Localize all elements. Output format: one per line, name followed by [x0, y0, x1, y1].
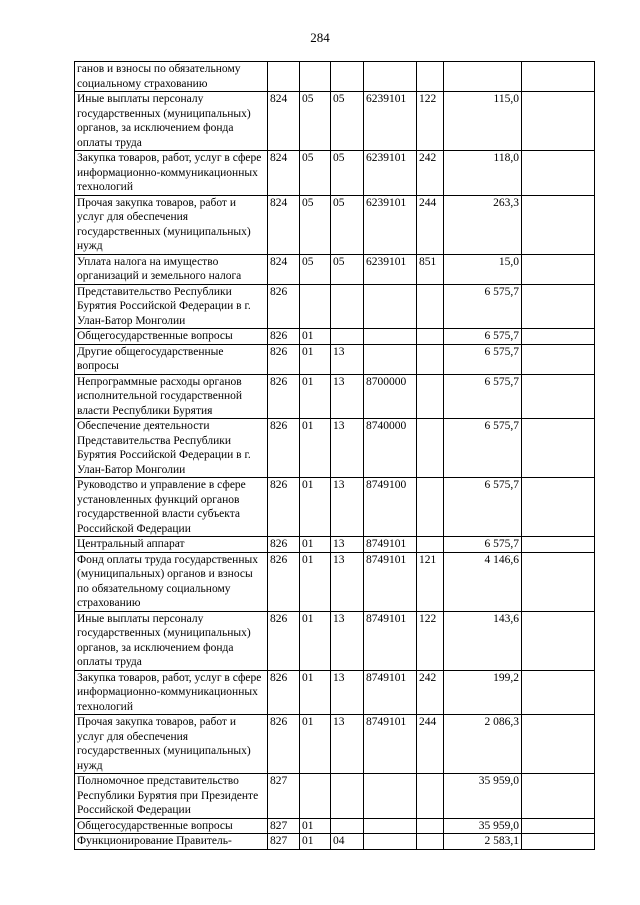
vr-code: 242: [417, 670, 444, 715]
rz-code: 01: [300, 344, 331, 374]
table-row: [75, 478, 595, 537]
amount: 6 575,7: [444, 329, 522, 345]
item-name: Общегосударственные вопросы: [75, 818, 268, 834]
table-row: [75, 834, 595, 850]
empty-cell: [522, 552, 595, 611]
amount: 6 575,7: [444, 478, 522, 537]
cs-code: [364, 834, 417, 850]
gr-code: 826: [268, 552, 300, 611]
item-name: Руководство и управление в сфере установленных функций органов государственной власти субъекта Российской Федерации: [75, 478, 268, 537]
vr-code: [417, 818, 444, 834]
cs-code: 8700000: [364, 374, 417, 419]
table-row: [75, 329, 595, 345]
budget-table: [74, 61, 595, 850]
table-row: [75, 670, 595, 715]
gr-code: 826: [268, 715, 300, 774]
table-row: [75, 92, 595, 151]
rz-code: 01: [300, 611, 331, 670]
rz-code: 05: [300, 254, 331, 284]
gr-code: 824: [268, 195, 300, 254]
empty-cell: [522, 284, 595, 329]
amount: 263,3: [444, 195, 522, 254]
pr-code: [331, 774, 364, 819]
vr-code: [417, 62, 444, 92]
table-row: [75, 195, 595, 254]
pr-code: [331, 329, 364, 345]
empty-cell: [522, 92, 595, 151]
rz-code: 01: [300, 715, 331, 774]
cs-code: 8749101: [364, 537, 417, 553]
pr-code: 13: [331, 374, 364, 419]
vr-code: [417, 329, 444, 345]
pr-code: 13: [331, 552, 364, 611]
vr-code: [417, 478, 444, 537]
gr-code: 826: [268, 374, 300, 419]
amount: 6 575,7: [444, 537, 522, 553]
rz-code: 01: [300, 670, 331, 715]
pr-code: 13: [331, 537, 364, 553]
pr-code: 05: [331, 195, 364, 254]
table-row: [75, 151, 595, 196]
pr-code: 13: [331, 419, 364, 478]
amount: 6 575,7: [444, 344, 522, 374]
empty-cell: [522, 374, 595, 419]
item-name: ганов и взносы по обязательному социальному страхованию: [75, 62, 268, 92]
gr-code: 824: [268, 254, 300, 284]
pr-code: 04: [331, 834, 364, 850]
amount: 115,0: [444, 92, 522, 151]
vr-code: 851: [417, 254, 444, 284]
item-name: Закупка товаров, работ, услуг в сфере информационно-коммуникационных технологий: [75, 670, 268, 715]
item-name: Представительство Республики Бурятия Российской Федерации в г. Улан-Батор Монголии: [75, 284, 268, 329]
amount: 6 575,7: [444, 284, 522, 329]
cs-code: [364, 818, 417, 834]
table-row: [75, 552, 595, 611]
item-name: Полномочное представительство Республики Бурятия при Президенте Российской Федерации: [75, 774, 268, 819]
table-row: [75, 818, 595, 834]
rz-code: 05: [300, 151, 331, 196]
empty-cell: [522, 611, 595, 670]
empty-cell: [522, 478, 595, 537]
cs-code: [364, 329, 417, 345]
item-name: Непрограммные расходы органов исполнительной государственной власти Республики Бурятия: [75, 374, 268, 419]
vr-code: [417, 834, 444, 850]
vr-code: 121: [417, 552, 444, 611]
vr-code: 242: [417, 151, 444, 196]
item-name: Прочая закупка товаров, работ и услуг для обеспечения государственных (муниципальных) нужд: [75, 715, 268, 774]
gr-code: 826: [268, 284, 300, 329]
amount: 118,0: [444, 151, 522, 196]
gr-code: 827: [268, 818, 300, 834]
rz-code: [300, 284, 331, 329]
amount: 143,6: [444, 611, 522, 670]
vr-code: [417, 419, 444, 478]
amount: 35 959,0: [444, 818, 522, 834]
rz-code: 05: [300, 195, 331, 254]
vr-code: 122: [417, 92, 444, 151]
pr-code: 13: [331, 670, 364, 715]
empty-cell: [522, 537, 595, 553]
gr-code: 827: [268, 774, 300, 819]
vr-code: [417, 374, 444, 419]
empty-cell: [522, 774, 595, 819]
empty-cell: [522, 254, 595, 284]
cs-code: [364, 284, 417, 329]
item-name: Иные выплаты персоналу государственных (муниципальных) органов, за исключением фонда оплаты труда: [75, 611, 268, 670]
table-row: [75, 715, 595, 774]
vr-code: 244: [417, 715, 444, 774]
gr-code: 824: [268, 151, 300, 196]
cs-code: [364, 62, 417, 92]
cs-code: 8749100: [364, 478, 417, 537]
item-name: Функционирование Правитель-: [75, 834, 268, 850]
item-name: Общегосударственные вопросы: [75, 329, 268, 345]
amount: 15,0: [444, 254, 522, 284]
item-name: Другие общегосударственные вопросы: [75, 344, 268, 374]
amount: [444, 62, 522, 92]
empty-cell: [522, 834, 595, 850]
cs-code: [364, 344, 417, 374]
gr-code: 826: [268, 611, 300, 670]
cs-code: 8740000: [364, 419, 417, 478]
rz-code: [300, 774, 331, 819]
cs-code: 8749101: [364, 715, 417, 774]
amount: 2 086,3: [444, 715, 522, 774]
vr-code: [417, 537, 444, 553]
gr-code: 824: [268, 92, 300, 151]
empty-cell: [522, 715, 595, 774]
table-row: [75, 537, 595, 553]
rz-code: 01: [300, 329, 331, 345]
rz-code: 01: [300, 537, 331, 553]
amount: 6 575,7: [444, 419, 522, 478]
budget-table-body: [75, 62, 595, 850]
pr-code: 05: [331, 92, 364, 151]
rz-code: 01: [300, 374, 331, 419]
vr-code: 244: [417, 195, 444, 254]
item-name: Закупка товаров, работ, услуг в сфере информационно-коммуникационных технологий: [75, 151, 268, 196]
pr-code: [331, 62, 364, 92]
empty-cell: [522, 62, 595, 92]
table-row: [75, 611, 595, 670]
cs-code: 6239101: [364, 92, 417, 151]
gr-code: [268, 62, 300, 92]
empty-cell: [522, 151, 595, 196]
pr-code: 13: [331, 611, 364, 670]
empty-cell: [522, 344, 595, 374]
empty-cell: [522, 818, 595, 834]
table-row: [75, 419, 595, 478]
empty-cell: [522, 195, 595, 254]
pr-code: 13: [331, 478, 364, 537]
vr-code: [417, 344, 444, 374]
amount: 2 583,1: [444, 834, 522, 850]
amount: 35 959,0: [444, 774, 522, 819]
table-row: [75, 374, 595, 419]
cs-code: 8749101: [364, 611, 417, 670]
pr-code: 13: [331, 715, 364, 774]
rz-code: 01: [300, 552, 331, 611]
gr-code: 826: [268, 329, 300, 345]
gr-code: 826: [268, 670, 300, 715]
rz-code: [300, 62, 331, 92]
empty-cell: [522, 670, 595, 715]
item-name: Обеспечение деятельности Представительства Республики Бурятия Российской Федерации в г. Улан-Батор Монголии: [75, 419, 268, 478]
amount: 4 146,6: [444, 552, 522, 611]
gr-code: 826: [268, 478, 300, 537]
amount: 199,2: [444, 670, 522, 715]
pr-code: 05: [331, 254, 364, 284]
cs-code: 6239101: [364, 195, 417, 254]
cs-code: 6239101: [364, 254, 417, 284]
gr-code: 826: [268, 344, 300, 374]
empty-cell: [522, 419, 595, 478]
cs-code: 6239101: [364, 151, 417, 196]
item-name: Прочая закупка товаров, работ и услуг для обеспечения государственных (муниципальных) нужд: [75, 195, 268, 254]
empty-cell: [522, 329, 595, 345]
pr-code: 13: [331, 344, 364, 374]
rz-code: 01: [300, 834, 331, 850]
vr-code: 122: [417, 611, 444, 670]
gr-code: 826: [268, 537, 300, 553]
rz-code: 01: [300, 419, 331, 478]
vr-code: [417, 774, 444, 819]
vr-code: [417, 284, 444, 329]
cs-code: 8749101: [364, 552, 417, 611]
pr-code: [331, 818, 364, 834]
gr-code: 827: [268, 834, 300, 850]
cs-code: [364, 774, 417, 819]
rz-code: 05: [300, 92, 331, 151]
table-row: [75, 774, 595, 819]
table-row: [75, 254, 595, 284]
item-name: Уплата налога на имущество организаций и земельного налога: [75, 254, 268, 284]
item-name: Иные выплаты персоналу государственных (муниципальных) органов, за исключением фонда оплаты труда: [75, 92, 268, 151]
page-number: 284: [310, 30, 330, 45]
table-row: [75, 344, 595, 374]
item-name: Центральный аппарат: [75, 537, 268, 553]
table-row: [75, 284, 595, 329]
rz-code: 01: [300, 818, 331, 834]
table-row: [75, 62, 595, 92]
pr-code: [331, 284, 364, 329]
amount: 6 575,7: [444, 374, 522, 419]
rz-code: 01: [300, 478, 331, 537]
item-name: Фонд оплаты труда государственных (муниципальных) органов и взносы по обязательному социальному страхованию: [75, 552, 268, 611]
cs-code: 8749101: [364, 670, 417, 715]
pr-code: 05: [331, 151, 364, 196]
gr-code: 826: [268, 419, 300, 478]
